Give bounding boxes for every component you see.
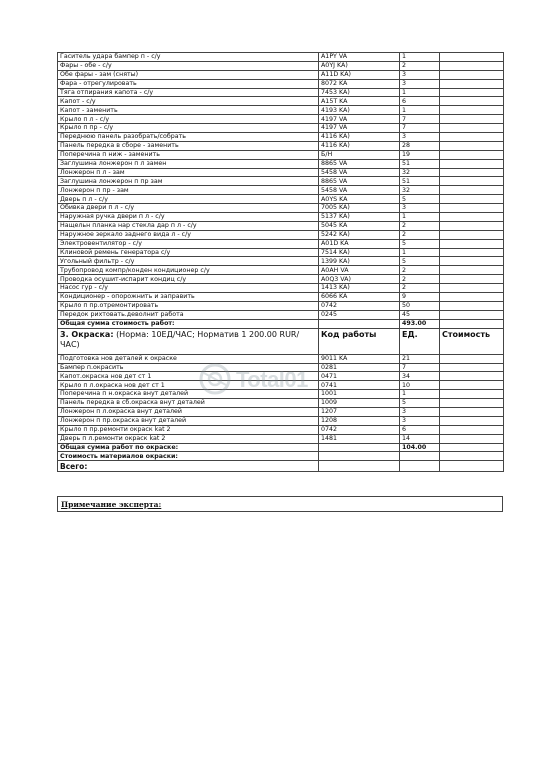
table-row — [58, 159, 504, 168]
work-name-cell: Лонжерон п пр - зам — [58, 186, 319, 195]
paint-total-value: 104.00 — [400, 443, 440, 452]
table-row — [58, 88, 504, 97]
paint-section-norm: (Норма: 10ЕД/ЧАС; Норматив 1 200.00 RUR/ЧАС) — [60, 329, 300, 349]
expert-notes-label: Примечание эксперта: — [61, 500, 162, 509]
watermark-logo-icon — [198, 362, 238, 396]
work-name-cell: Трубопровод компр/конден кондиционер с/у — [58, 266, 319, 275]
work-cost-cell — [440, 407, 504, 416]
paint-total-empty — [319, 443, 400, 452]
work-cost-cell — [440, 124, 504, 133]
work-code-cell: 8865 VA — [319, 159, 400, 168]
work-cost-cell — [440, 186, 504, 195]
table-row — [58, 61, 504, 70]
table-row — [58, 275, 504, 284]
work-qty-cell: 5 — [400, 257, 440, 266]
work-qty-cell: 32 — [400, 186, 440, 195]
work-name-cell: Лонжерон п пр.окраска внут деталей — [58, 416, 319, 425]
table-row — [58, 124, 504, 133]
work-code-cell: 0471 — [319, 372, 400, 381]
work-name-cell: Наружное зеркало заднего вида л - с/у — [58, 230, 319, 239]
work-qty-cell: 9 — [400, 293, 440, 302]
table-row — [58, 195, 504, 204]
grand-total-unit — [400, 461, 440, 472]
table-row — [58, 168, 504, 177]
work-code-cell: 1481 — [319, 434, 400, 443]
works-total-label: Общая сумма стоимость работ: — [58, 319, 319, 328]
table-row — [58, 177, 504, 186]
work-qty-cell: 3 — [400, 70, 440, 79]
materials-label: Стоимость материалов окраски: — [58, 452, 319, 461]
work-cost-cell — [440, 61, 504, 70]
work-name-cell: Крыло п л.окраска нов дет ст 1 — [58, 381, 319, 390]
work-code-cell: 8072 KA — [319, 79, 400, 88]
work-name-cell: Тяга отпирания капота - с/у — [58, 88, 319, 97]
paint-total-row — [58, 443, 504, 452]
work-qty-cell: 1 — [400, 390, 440, 399]
work-code-cell: 1413 KA) — [319, 284, 400, 293]
table-row — [58, 141, 504, 150]
work-cost-cell — [440, 159, 504, 168]
repair-works-body — [58, 53, 504, 320]
work-name-cell: Угольный фильтр - с/у — [58, 257, 319, 266]
work-name-cell: Нащельн планка нар стекла дар п л - с/у — [58, 221, 319, 230]
paint-section-title-cell — [58, 328, 319, 354]
work-qty-cell: 5 — [400, 399, 440, 408]
table-row — [58, 416, 504, 425]
work-code-cell: 1001 — [319, 390, 400, 399]
work-qty-cell: 2 — [400, 61, 440, 70]
grand-total-code — [319, 461, 400, 472]
work-cost-cell — [440, 230, 504, 239]
work-cost-cell — [440, 150, 504, 159]
work-name-cell: Проводка осушит-испарит кондиц с/у — [58, 275, 319, 284]
work-code-cell: 0245 — [319, 310, 400, 319]
work-code-cell: 4116 KA) — [319, 133, 400, 142]
table-row — [58, 115, 504, 124]
work-code-cell: 7005 KA) — [319, 204, 400, 213]
works-total-empty — [319, 319, 400, 328]
work-cost-cell — [440, 106, 504, 115]
work-name-cell: Капот.окраска нов дет ст 1 — [58, 372, 319, 381]
table-row — [58, 97, 504, 106]
work-qty-cell: 7 — [400, 363, 440, 372]
work-cost-cell — [440, 53, 504, 62]
work-code-cell: 5458 VA — [319, 186, 400, 195]
work-name-cell: Капот - заменить — [58, 106, 319, 115]
work-code-cell: 1208 — [319, 416, 400, 425]
work-name-cell: Обивка двери п л - с/у — [58, 204, 319, 213]
work-cost-cell — [440, 301, 504, 310]
table-row — [58, 204, 504, 213]
work-cost-cell — [440, 399, 504, 408]
work-cost-cell — [440, 372, 504, 381]
work-code-cell: A0YS KA — [319, 195, 400, 204]
work-code-cell: A1PY VA — [319, 53, 400, 62]
col-header-unit: ЕД. — [400, 328, 440, 354]
work-code-cell: 4116 KA) — [319, 141, 400, 150]
works-total-cost — [440, 319, 504, 328]
work-qty-cell: 3 — [400, 407, 440, 416]
estimate-table — [57, 52, 504, 472]
work-cost-cell — [440, 79, 504, 88]
work-qty-cell: 2 — [400, 275, 440, 284]
watermark — [198, 362, 338, 396]
work-cost-cell — [440, 416, 504, 425]
work-cost-cell — [440, 97, 504, 106]
work-cost-cell — [440, 70, 504, 79]
work-qty-cell: 10 — [400, 381, 440, 390]
work-cost-cell — [440, 381, 504, 390]
work-qty-cell: 34 — [400, 372, 440, 381]
work-name-cell: Поперечина п н.окраска внут деталей — [58, 390, 319, 399]
paint-section-title: 3. Окраска: — [60, 329, 114, 339]
work-code-cell: A11D KA) — [319, 70, 400, 79]
works-total-body — [58, 319, 504, 354]
work-name-cell: Крыло п пр.ремонти окраск kat 2 — [58, 425, 319, 434]
work-name-cell: Панель передка в сб.окраска внут деталей — [58, 399, 319, 408]
table-row — [58, 425, 504, 434]
materials-row — [58, 452, 504, 461]
work-name-cell: Передок рихтовать.деволнит работа — [58, 310, 319, 319]
expert-notes-box — [57, 496, 503, 512]
work-code-cell: 0742 — [319, 301, 400, 310]
work-cost-cell — [440, 213, 504, 222]
work-qty-cell: 3 — [400, 416, 440, 425]
table-row — [58, 407, 504, 416]
work-cost-cell — [440, 115, 504, 124]
work-qty-cell: 5 — [400, 239, 440, 248]
table-row — [58, 221, 504, 230]
work-qty-cell: 45 — [400, 310, 440, 319]
work-code-cell: 5137 KA) — [319, 213, 400, 222]
paint-total-label: Общая сумма работ по окраске: — [58, 443, 319, 452]
table-row — [58, 186, 504, 195]
work-qty-cell: 2 — [400, 221, 440, 230]
table-row — [58, 230, 504, 239]
work-cost-cell — [440, 177, 504, 186]
work-qty-cell: 1 — [400, 106, 440, 115]
work-qty-cell: 14 — [400, 434, 440, 443]
work-code-cell: 0741 — [319, 381, 400, 390]
work-qty-cell: 19 — [400, 150, 440, 159]
work-qty-cell: 21 — [400, 354, 440, 363]
work-name-cell: Капот - с/у — [58, 97, 319, 106]
work-code-cell: A01D KA — [319, 239, 400, 248]
work-code-cell: 5045 KA — [319, 221, 400, 230]
work-qty-cell: 3 — [400, 133, 440, 142]
work-cost-cell — [440, 310, 504, 319]
work-qty-cell: 3 — [400, 79, 440, 88]
work-code-cell: 9011 KA — [319, 354, 400, 363]
work-name-cell: Электровентилятор - с/у — [58, 239, 319, 248]
table-row — [58, 266, 504, 275]
work-name-cell: Дверь п л.ремонти окраск kat 2 — [58, 434, 319, 443]
work-code-cell: 1399 KA) — [319, 257, 400, 266]
work-code-cell: 0742 — [319, 425, 400, 434]
works-total-row — [58, 319, 504, 328]
work-cost-cell — [440, 390, 504, 399]
work-qty-cell: 1 — [400, 88, 440, 97]
materials-code — [319, 452, 400, 461]
work-qty-cell: 6 — [400, 425, 440, 434]
table-row — [58, 213, 504, 222]
work-cost-cell — [440, 204, 504, 213]
work-code-cell: 4197 VA — [319, 115, 400, 124]
work-qty-cell: 2 — [400, 266, 440, 275]
work-qty-cell: 28 — [400, 141, 440, 150]
table-row — [58, 399, 504, 408]
work-code-cell: A0Q3 VA) — [319, 275, 400, 284]
work-name-cell: Крыло п пр - с/у — [58, 124, 319, 133]
work-name-cell: Бампер п.окрасить — [58, 363, 319, 372]
work-qty-cell: 50 — [400, 301, 440, 310]
grand-total-label: Всего: — [58, 461, 319, 472]
work-name-cell: Крыло п пр.отремонтировать — [58, 301, 319, 310]
grand-total-cost — [440, 461, 504, 472]
work-cost-cell — [440, 354, 504, 363]
work-name-cell: Подготовка нов деталей к окраске — [58, 354, 319, 363]
work-name-cell: Крыло п л - с/у — [58, 115, 319, 124]
table-row — [58, 53, 504, 62]
work-name-cell: Заглушина лонжерон п пр зам — [58, 177, 319, 186]
work-name-cell: Заглушина лонжерон п л замен — [58, 159, 319, 168]
work-name-cell: Дверь п л - с/у — [58, 195, 319, 204]
table-row — [58, 293, 504, 302]
work-cost-cell — [440, 239, 504, 248]
work-qty-cell: 51 — [400, 159, 440, 168]
work-qty-cell: 7 — [400, 124, 440, 133]
grand-total-row — [58, 461, 504, 472]
table-row — [58, 301, 504, 310]
work-name-cell: Гаситель удара бампер п - с/у — [58, 53, 319, 62]
work-qty-cell: 1 — [400, 213, 440, 222]
work-cost-cell — [440, 168, 504, 177]
work-qty-cell: 5 — [400, 195, 440, 204]
materials-cost — [440, 452, 504, 461]
work-qty-cell: 1 — [400, 248, 440, 257]
work-code-cell: 0281 — [319, 363, 400, 372]
work-qty-cell: 2 — [400, 230, 440, 239]
table-row — [58, 150, 504, 159]
materials-unit — [400, 452, 440, 461]
col-header-cost: Стоимость — [440, 328, 504, 354]
work-code-cell: 8865 VA — [319, 177, 400, 186]
table-row — [58, 239, 504, 248]
work-name-cell: Панель передка в сборе - заменить — [58, 141, 319, 150]
work-qty-cell: 3 — [400, 204, 440, 213]
work-cost-cell — [440, 248, 504, 257]
work-cost-cell — [440, 284, 504, 293]
work-code-cell: 7453 KA) — [319, 88, 400, 97]
col-header-code: Код работы — [319, 328, 400, 354]
work-name-cell: Кондиционер - опорожнить и заправить — [58, 293, 319, 302]
work-code-cell: A0AH VA — [319, 266, 400, 275]
table-row — [58, 133, 504, 142]
work-name-cell: Поперечина п ниж - заменить — [58, 150, 319, 159]
work-qty-cell: 7 — [400, 115, 440, 124]
work-name-cell: Насос гур - с/у — [58, 284, 319, 293]
work-qty-cell: 6 — [400, 97, 440, 106]
work-cost-cell — [440, 293, 504, 302]
table-row — [58, 70, 504, 79]
table-row — [58, 310, 504, 319]
work-code-cell: 1009 — [319, 399, 400, 408]
work-name-cell: Фары - обе - с/у — [58, 61, 319, 70]
work-code-cell: 6066 KA — [319, 293, 400, 302]
work-cost-cell — [440, 88, 504, 97]
work-code-cell: 1207 — [319, 407, 400, 416]
work-name-cell: Обе фары - зам (сняты) — [58, 70, 319, 79]
table-row — [58, 79, 504, 88]
work-cost-cell — [440, 425, 504, 434]
work-code-cell: 7514 KA) — [319, 248, 400, 257]
work-qty-cell: 1 — [400, 53, 440, 62]
work-name-cell: Лонжерон п л - зам — [58, 168, 319, 177]
table-row — [58, 434, 504, 443]
paint-section-header — [58, 328, 504, 354]
work-cost-cell — [440, 195, 504, 204]
work-name-cell: Переднюю панель разобрать/собрать — [58, 133, 319, 142]
paint-totals-body — [58, 443, 504, 472]
work-cost-cell — [440, 133, 504, 142]
work-name-cell: Клиновой ремень генератора с/у — [58, 248, 319, 257]
work-qty-cell: 2 — [400, 284, 440, 293]
watermark-text: Total01 — [236, 367, 308, 392]
work-cost-cell — [440, 434, 504, 443]
work-code-cell: 4197 VA — [319, 124, 400, 133]
work-cost-cell — [440, 266, 504, 275]
work-name-cell: Лонжерон п л.окраска внут деталей — [58, 407, 319, 416]
paint-total-cost — [440, 443, 504, 452]
work-cost-cell — [440, 141, 504, 150]
work-cost-cell — [440, 257, 504, 266]
work-code-cell: 4193 KA) — [319, 106, 400, 115]
work-code-cell: A15T KA — [319, 97, 400, 106]
work-code-cell: 5458 VA — [319, 168, 400, 177]
work-qty-cell: 32 — [400, 168, 440, 177]
work-cost-cell — [440, 363, 504, 372]
work-name-cell: Наружная ручка двери п л - с/у — [58, 213, 319, 222]
table-row — [58, 106, 504, 115]
work-code-cell: 5242 KA) — [319, 230, 400, 239]
table-row — [58, 284, 504, 293]
table-row — [58, 248, 504, 257]
work-qty-cell: 51 — [400, 177, 440, 186]
works-total-value: 493.00 — [400, 319, 440, 328]
work-cost-cell — [440, 275, 504, 284]
table-row — [58, 257, 504, 266]
work-name-cell: Фара - отрегулировать — [58, 79, 319, 88]
work-cost-cell — [440, 221, 504, 230]
work-code-cell: A0YJ KA) — [319, 61, 400, 70]
work-code-cell: Б/Н — [319, 150, 400, 159]
